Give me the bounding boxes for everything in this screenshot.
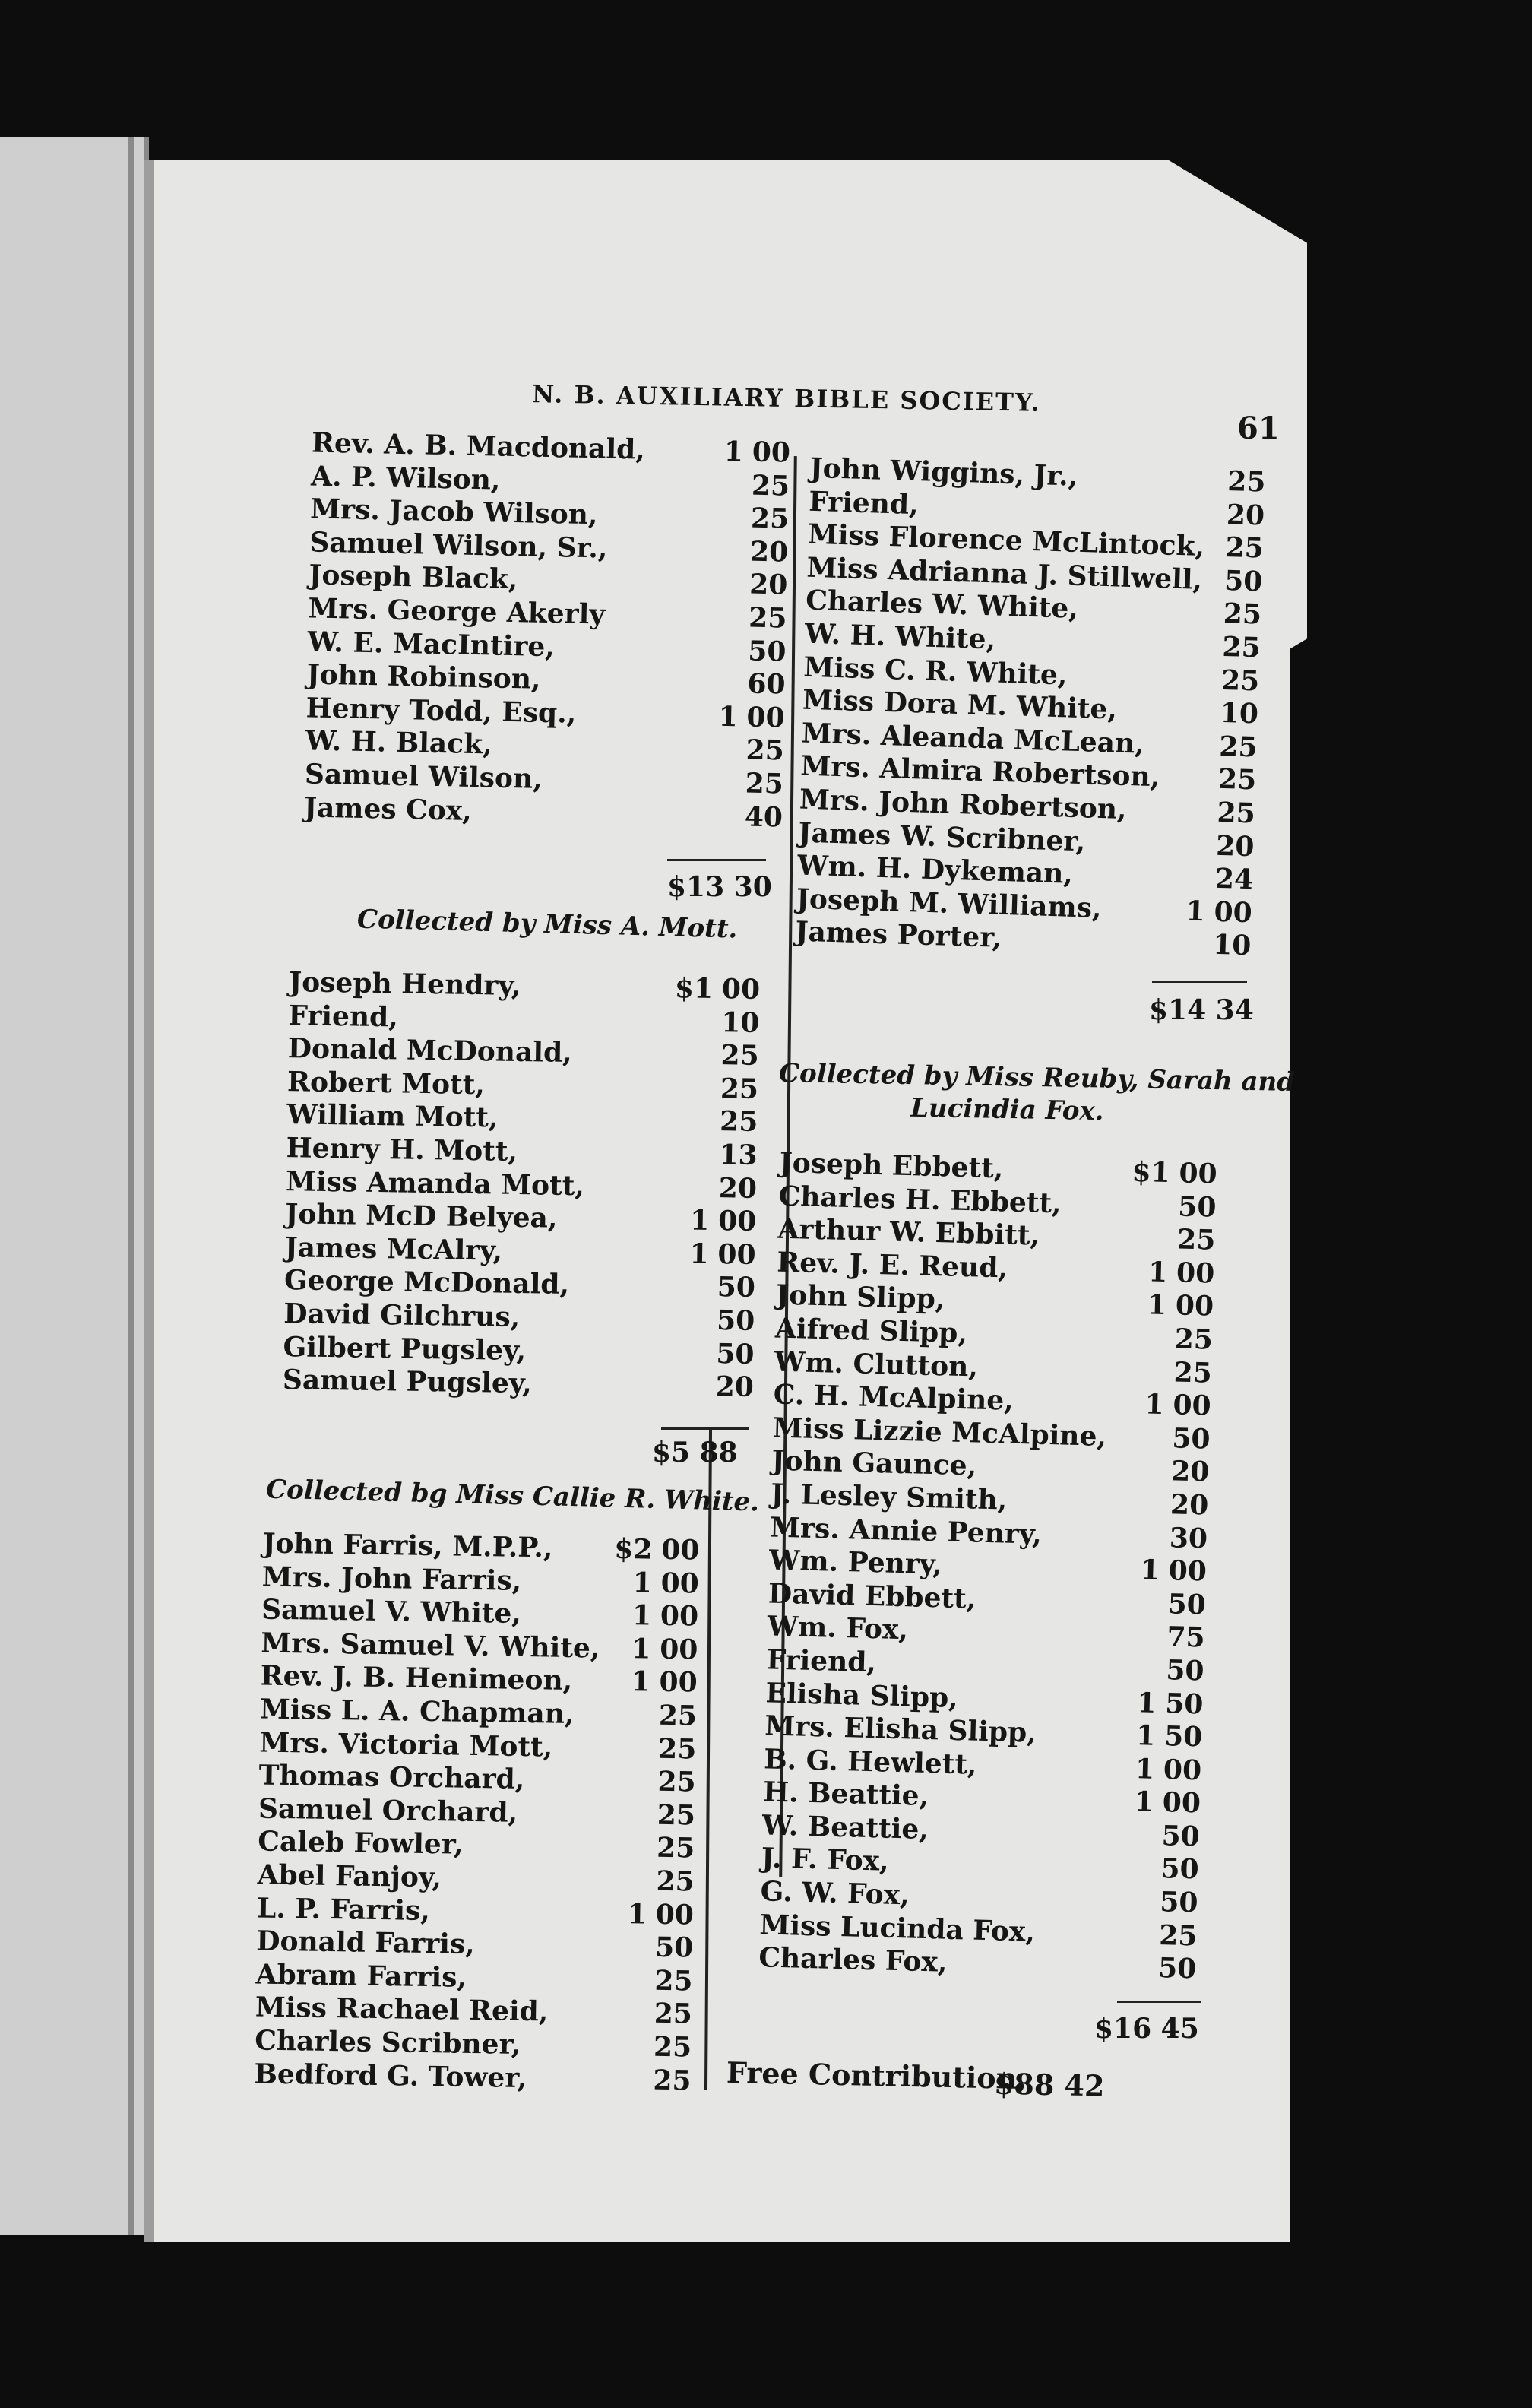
contributor-name: Joseph M. Williams, (796, 882, 1103, 924)
amount-dollars: 1 (723, 435, 744, 468)
amount-dollars: 1 (1147, 1288, 1167, 1322)
contributor-name: Aifred Slipp, (774, 1312, 968, 1350)
contributor-name: Wm. Penry, (768, 1544, 943, 1581)
contributor-name: John Gaunce, (771, 1444, 977, 1482)
contributor-name: Rev. J. B. Henimeon, (260, 1659, 573, 1697)
left-list-2 (283, 966, 761, 1404)
amount-cents: 20 (715, 1370, 755, 1403)
contributor-name: Mrs. Annie Penry, (769, 1511, 1043, 1551)
amount-cents: 00 (660, 1567, 700, 1600)
contributor-name: Donald Farris, (255, 1925, 476, 1961)
amount-cents: 50 (1161, 1819, 1201, 1853)
amount-cents: 25 (654, 1964, 693, 1998)
amount-cents: 25 (745, 733, 785, 767)
amount-dollars: 1 (1135, 1752, 1155, 1785)
amount-dollars: 1 (689, 1204, 710, 1237)
amount-cents: 50 (654, 1931, 694, 1964)
contributor-name: B. G. Hewlett, (763, 1743, 978, 1781)
amount-cents: 25 (653, 2030, 692, 2064)
amount-dollars: 1 (1147, 1256, 1168, 1288)
page-title: N. B. AUXILIARY BIBLE SOCIETY. (531, 379, 1042, 417)
contributor-name: Henry H. Mott, (286, 1132, 518, 1168)
contributor-name: George McDonald, (283, 1264, 570, 1301)
contributor-name: H. Beattie, (762, 1776, 929, 1813)
left-list-3 (254, 1528, 700, 2098)
amount-cents: 00 (717, 1205, 757, 1238)
amount-dollars: $1 (674, 972, 714, 1005)
amount-cents: 50 (1164, 1687, 1204, 1720)
amount-cents: 60 (747, 667, 787, 701)
left-block1-total: $13 30 (667, 871, 772, 903)
amount-dollars: 1 (718, 700, 739, 733)
amount-cents: 25 (720, 1039, 760, 1073)
amount-cents: 10 (1212, 929, 1252, 962)
contributor-name: Wm. H. Dykeman, (796, 849, 1074, 890)
amount-cents: 40 (744, 800, 783, 834)
amount-cents: 25 (1176, 1223, 1216, 1256)
contributor-name: Mrs. Almira Robertson, (799, 749, 1160, 794)
contributor-name: Samuel Pugsley, (282, 1364, 533, 1400)
amount-cents: 20 (1226, 498, 1265, 532)
amount-cents: 25 (720, 1072, 759, 1105)
right-block2-heading: Collected by Miss Reuby, Sarah and (778, 1058, 1296, 1098)
amount-cents: 00 (660, 1599, 699, 1633)
amount-dollars: 1 (632, 1566, 653, 1599)
contributor-name: Miss Lucinda Fox, (759, 1908, 1036, 1948)
amount-cents: 25 (1221, 630, 1261, 664)
left-block3-heading: Collected bg Miss Callie R. White. (265, 1474, 760, 1518)
amount-cents: 00 (746, 701, 786, 734)
amount-dollars: 1 (627, 1897, 647, 1931)
contributor-name: Mrs. Jacob Wilson, (309, 493, 598, 531)
total-rule (1152, 981, 1247, 983)
amount-cents: 50 (747, 635, 787, 668)
list-item (254, 2058, 692, 2098)
amount-dollars: 1 (631, 1632, 651, 1665)
amount-cents: 50 (717, 1271, 756, 1304)
amount-cents: 10 (720, 1006, 760, 1039)
contributor-name: Friend, (766, 1643, 877, 1679)
amount-dollars: 1 (1135, 1719, 1156, 1752)
amount-cents: 00 (655, 1898, 695, 1931)
amount-cents: 25 (654, 1998, 693, 2030)
contributor-name: Miss Rachael Reid, (255, 1991, 549, 2028)
amount-cents: 50 (716, 1337, 755, 1370)
amount-cents: 25 (1227, 465, 1267, 499)
amount-cents: 25 (657, 1765, 696, 1798)
amount-cents: 25 (1223, 597, 1262, 631)
contributor-name: J. Lesley Smith, (770, 1478, 1008, 1516)
contributor-name: John Wiggins, Jr., (809, 452, 1078, 493)
contributor-name: John Farris, M.P.P., (262, 1527, 553, 1564)
amount-cents: 13 (719, 1139, 758, 1171)
amount-cents: 24 (1214, 862, 1254, 896)
contributor-name: Samuel Wilson, Sr., (309, 526, 608, 565)
amount-cents: 50 (1157, 1952, 1197, 1985)
contributor-name: Mrs. John Robertson, (799, 783, 1128, 825)
contributor-name: Robert Mott, (286, 1065, 486, 1101)
amount-cents: 25 (1217, 796, 1256, 830)
contributor-name: Gilbert Pugsley, (283, 1330, 527, 1367)
amount-cents: 25 (1220, 664, 1260, 697)
contributor-name: William Mott, (286, 1098, 499, 1134)
contributor-name: James Porter, (794, 915, 1002, 955)
amount-cents: 00 (661, 1533, 700, 1567)
amount-cents: 00 (721, 973, 761, 1006)
amount-dollars: 1 (631, 1665, 651, 1698)
contributor-name: Mrs. John Farris, (261, 1560, 522, 1597)
amount-cents: 00 (717, 1237, 756, 1271)
contributor-name: C. H. McAlpine, (773, 1378, 1014, 1417)
contributor-name: Caleb Fowler, (258, 1825, 464, 1861)
amount-dollars: 1 (689, 1237, 709, 1270)
amount-cents: 00 (1178, 1157, 1218, 1190)
contributor-name: Mrs. George Akerly (308, 592, 606, 631)
amount-cents: 00 (659, 1633, 698, 1666)
contributor-name: Charles Fox, (758, 1941, 948, 1979)
right-block1-total: $14 34 (1149, 994, 1254, 1026)
amount-dollars: 1 (1185, 895, 1206, 928)
amount-cents: 25 (656, 1865, 695, 1898)
contributor-name: Mrs. Aleanda McLean, (801, 717, 1145, 760)
contributor-name: Joseph Hendry, (288, 966, 521, 1002)
contributor-name: Miss Lizzie McAlpine, (772, 1412, 1107, 1453)
contributor-name: Miss Dora M. White, (802, 683, 1118, 726)
contributor-name: G. W. Fox, (760, 1875, 910, 1912)
contributor-name: Miss Amanda Mott, (285, 1164, 585, 1202)
amount-dollars: 1 (631, 1599, 652, 1632)
left-list-1 (304, 426, 791, 834)
left-block2-total: $5 88 (652, 1437, 738, 1469)
contributor-name: Friend, (808, 485, 920, 521)
amount-dollars: $2 (614, 1532, 653, 1566)
amount-cents: 00 (1162, 1786, 1201, 1820)
amount-cents: 20 (1170, 1455, 1210, 1488)
amount-cents: 25 (657, 1732, 697, 1766)
amount-cents: 20 (749, 568, 788, 601)
amount-cents: 20 (718, 1171, 758, 1205)
left-block2-heading: Collected by Miss A. Mott. (356, 904, 738, 945)
amount-cents: 25 (751, 469, 790, 502)
contributor-name: John Robinson, (306, 658, 541, 695)
contributor-name: Mrs. Victoria Mott, (259, 1726, 553, 1763)
amount-cents: 00 (1168, 1554, 1208, 1588)
amount-cents: 50 (1160, 1852, 1200, 1886)
amount-cents: 00 (1172, 1389, 1212, 1422)
contributor-name: Charles Scribner, (254, 2024, 521, 2061)
total-rule (661, 1427, 749, 1430)
contributor-name: Wm. Fox, (767, 1610, 909, 1646)
contributor-name: J. F. Fox, (761, 1842, 890, 1878)
contributor-name: Miss Florence McLintock, (807, 518, 1205, 563)
amount-cents: 25 (750, 502, 790, 535)
contributor-name: James W. Scribner, (798, 816, 1086, 857)
amount-dollars: 1 (1136, 1686, 1157, 1719)
amount-cents: 25 (1173, 1355, 1213, 1389)
right-block2-heading-line2: Lucindia Fox. (910, 1092, 1104, 1127)
adjacent-page-edge (0, 137, 149, 2235)
amount-cents: 50 (1171, 1422, 1211, 1456)
amount-cents: 00 (1213, 895, 1253, 930)
amount-cents: 50 (1223, 564, 1264, 598)
contributor-name: Friend, (288, 999, 399, 1034)
contributor-name: James McAlry, (284, 1231, 503, 1267)
right-block2-total: $16 45 (1094, 2013, 1199, 2045)
page-number: 61 (1237, 410, 1280, 446)
contributor-name: David Ebbett, (768, 1577, 976, 1615)
amount-cents: 00 (1163, 1753, 1202, 1787)
amount-dollars: $1 (1131, 1155, 1171, 1190)
free-contribution-label: Free Contribution, (726, 2055, 1027, 2096)
contributor-name: W. Beattie, (761, 1809, 929, 1846)
amount-cents: 25 (656, 1832, 695, 1865)
amount-cents: 50 (1177, 1190, 1217, 1224)
amount-cents: 50 (1163, 1720, 1203, 1754)
contributor-name: Miss L. A. Chapman, (259, 1693, 574, 1730)
amount-cents: 25 (657, 1798, 696, 1832)
contributor-name: Abram Farris, (255, 1958, 467, 1994)
contributor-name: Mrs. Samuel V. White, (261, 1627, 600, 1665)
contributor-name: John Slipp, (775, 1278, 945, 1316)
contributor-name: Wm. Clutton, (774, 1345, 979, 1383)
contributor-name: James Cox, (303, 791, 473, 827)
right-list-1 (795, 452, 1266, 963)
page-gutter-shadow (144, 160, 154, 2242)
contributor-name: David Gilchrus, (283, 1297, 521, 1333)
amount-cents: 20 (749, 535, 789, 569)
amount-dollars: 1 (1134, 1785, 1154, 1819)
amount-cents: 25 (1174, 1323, 1214, 1356)
contributor-name: L. P. Farris, (256, 1892, 431, 1927)
amount-cents: 25 (745, 767, 784, 800)
amount-cents: 75 (1166, 1621, 1206, 1654)
amount-cents: 00 (1175, 1289, 1214, 1323)
contributor-name: Elisha Slipp, (765, 1676, 959, 1714)
contributor-name: Bedford G. Tower, (254, 2057, 527, 2094)
amount-cents: 50 (716, 1304, 755, 1337)
contributor-name: Joseph Black, (309, 559, 518, 596)
contributor-name: Arthur W. Ebbitt, (777, 1212, 1040, 1252)
amount-cents: 10 (1220, 697, 1259, 730)
contributor-name: W. E. MacIntire, (307, 625, 556, 663)
contributor-name: Miss Adrianna J. Stillwell, (806, 551, 1203, 596)
binding-fold (128, 137, 134, 2235)
amount-cents: 25 (658, 1699, 698, 1732)
contributor-name: Rev. J. E. Reud, (776, 1246, 1008, 1285)
amount-cents: 00 (1176, 1256, 1215, 1290)
amount-dollars: 1 (1140, 1554, 1160, 1587)
contributor-name: Charles H. Ebbett, (778, 1180, 1062, 1219)
contributor-name: Mrs. Elisha Slipp, (764, 1709, 1037, 1749)
amount-cents: 25 (748, 601, 787, 635)
amount-cents: 25 (653, 2064, 692, 2096)
amount-cents: 50 (1165, 1654, 1205, 1687)
amount-cents: 25 (1224, 531, 1265, 565)
contributor-name: A. P. Wilson, (310, 460, 501, 496)
contributor-name: Donald McDonald, (287, 1032, 573, 1069)
amount-cents: 20 (1215, 829, 1255, 863)
amount-cents: 25 (1218, 730, 1258, 764)
amount-cents: 20 (1170, 1488, 1209, 1522)
free-contribution-amount: $88 42 (993, 2066, 1105, 2103)
contributor-name: W. H. White, (804, 617, 996, 656)
contributor-name: W. H. Black, (305, 724, 493, 761)
total-rule (667, 859, 766, 861)
contributor-name: Miss C. R. White, (802, 651, 1068, 692)
contributor-name: Charles W. White, (805, 585, 1079, 626)
contributor-name: Abel Fanjoy, (257, 1858, 442, 1894)
contributor-name: Samuel Wilson, (304, 758, 543, 795)
amount-cents: 50 (1167, 1587, 1207, 1621)
contributor-name: Rev. A. B. Macdonald, (311, 426, 646, 466)
amount-cents: 00 (659, 1666, 698, 1699)
amount-cents: 30 (1169, 1521, 1208, 1555)
amount-cents: 50 (1159, 1886, 1199, 1919)
right-list-2 (758, 1147, 1217, 1987)
contributor-name: Joseph Ebbett, (779, 1146, 1004, 1185)
amount-cents: 25 (719, 1105, 758, 1139)
amount-dollars: 1 (1144, 1388, 1165, 1421)
total-rule (1117, 2001, 1201, 2003)
contributor-name: Samuel V. White, (261, 1593, 522, 1630)
contributor-name: Samuel Orchard, (258, 1792, 518, 1829)
amount-cents: 25 (1217, 763, 1257, 797)
amount-cents: 00 (752, 436, 791, 469)
contributor-name: Thomas Orchard, (258, 1759, 525, 1796)
amount-cents: 25 (1158, 1918, 1198, 1953)
contributor-name: Henry Todd, Esq., (305, 692, 577, 730)
contributor-name: John McD Belyea, (285, 1198, 558, 1234)
